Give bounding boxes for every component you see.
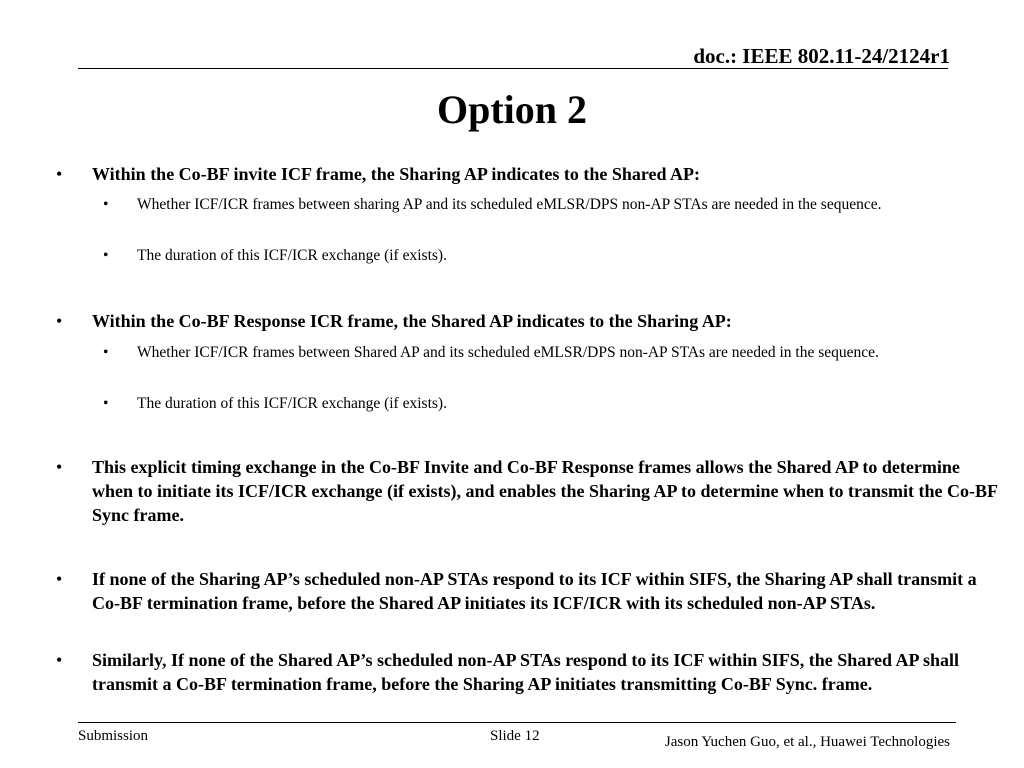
header-divider [78,68,948,69]
bullet-icon: • [56,569,63,589]
sub-bullet-icon: • [103,395,109,412]
slide-title: Option 2 [436,87,588,132]
sub-bullet-icon: • [103,196,109,213]
sub-bullet-2-2: The duration of this ICF/ICR exchange (if exists). [137,395,447,412]
sub-bullet-1-1: Whether ICF/ICR frames between sharing AP and its scheduled eMLSR/DPS non-AP STAs are needed in the sequence. [137,196,882,213]
footer-divider [78,722,956,723]
bullet-point-3: This explicit timing exchange in the Co-BF Invite and Co-BF Response frames allows the Shared AP to determine when to initiate its ICF/ICR exchange (if exists), and enables the Sharing AP to determine when to transmit the Co-BF Sync frame. [92,457,998,525]
sub-bullet-icon: • [103,344,109,361]
bullet-point-5: Similarly, If none of the Shared AP’s scheduled non-AP STAs respond to its ICF within SIFS, the Shared AP shall transmit a Co-BF termination frame, before the Sharing AP initiates transmitting Co-BF Sync. frame. [92,650,959,694]
document-id: doc.: IEEE 802.11-24/2124r1 [693,44,950,68]
bullet-icon: • [56,164,63,184]
bullet-point-1: Within the Co-BF invite ICF frame, the Sharing AP indicates to the Shared AP: [92,164,701,184]
sub-bullet-1-2: The duration of this ICF/ICR exchange (if exists). [137,247,447,264]
bullet-point-2: Within the Co-BF Response ICR frame, the Shared AP indicates to the Sharing AP: [92,311,732,331]
bullet-icon: • [56,457,63,477]
footer-submission: Submission [78,728,149,744]
footer-slide-number: Slide 12 [490,728,540,744]
bullet-point-4: If none of the Sharing AP’s scheduled non-AP STAs respond to its ICF within SIFS, the Sharing AP shall transmit a Co-BF termination frame, before the Shared AP initiates its ICF/ICR with its scheduled non-AP STAs. [92,569,977,613]
footer-author: Jason Yuchen Guo, et al., Huawei Technologies [664,734,950,750]
bullet-icon: • [56,311,63,331]
sub-bullet-2-1: Whether ICF/ICR frames between Shared AP and its scheduled eMLSR/DPS non-AP STAs are needed in the sequence. [137,344,879,361]
bullet-icon: • [56,650,63,670]
sub-bullet-icon: • [103,247,109,264]
